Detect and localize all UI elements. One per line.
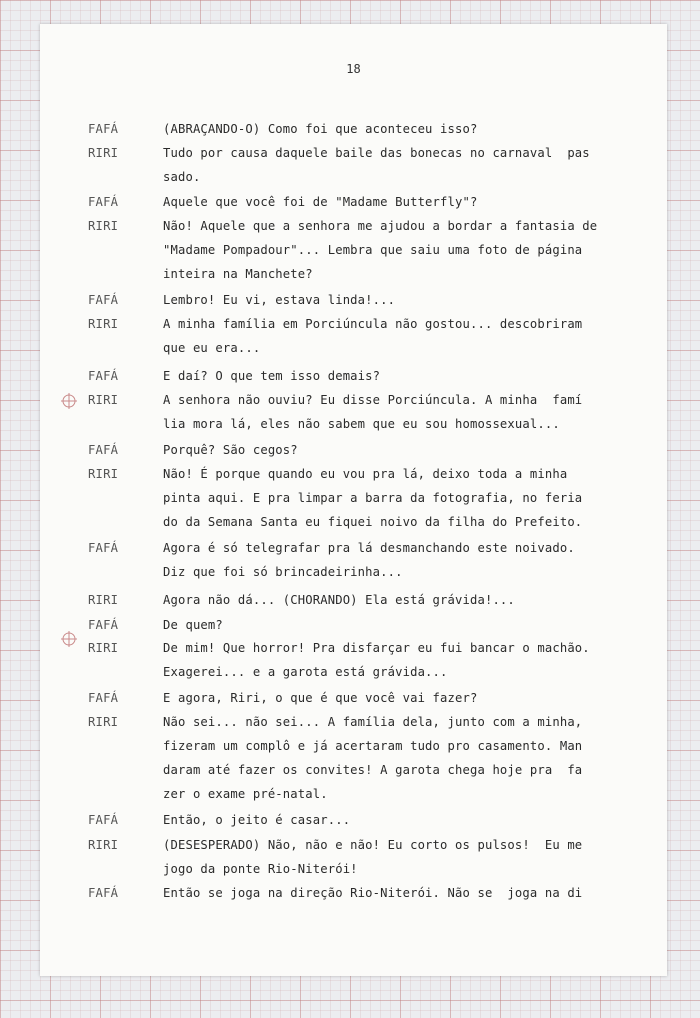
dialogue-line — [40, 440, 667, 460]
dialogue-line — [40, 712, 667, 732]
dialogue-text: daram até fazer os convites! A garota chega hoje pra fa — [163, 763, 583, 777]
dialogue-text: Tudo por causa daquele baile das bonecas no carnaval pas — [163, 146, 590, 160]
dialogue-line — [40, 562, 667, 582]
registration-mark-icon — [60, 630, 78, 648]
registration-mark-icon — [60, 392, 78, 410]
dialogue-text: sado. — [163, 170, 201, 184]
dialogue-text: lia mora lá, eles não sabem que eu sou homossexual... — [163, 417, 560, 431]
dialogue-line — [40, 464, 667, 484]
dialogue-text: do da Semana Santa eu fiquei noivo da filha do Prefeito. — [163, 515, 583, 529]
dialogue-line — [40, 736, 667, 756]
script-page — [40, 24, 667, 976]
speaker-name: RIRI — [88, 146, 119, 160]
dialogue-line — [40, 488, 667, 508]
dialogue-text: pinta aqui. E pra limpar a barra da fotografia, no feria — [163, 491, 583, 505]
dialogue-text: Aquele que você foi de "Madame Butterfly"? — [163, 195, 478, 209]
dialogue-text: zer o exame pré-natal. — [163, 787, 328, 801]
dialogue-text: (ABRAÇANDO-O) Como foi que aconteceu isso? — [163, 122, 478, 136]
dialogue-text: Então, o jeito é casar... — [163, 813, 351, 827]
dialogue-text: "Madame Pompadour"... Lembra que saiu uma foto de página — [163, 243, 583, 257]
dialogue-line — [40, 760, 667, 780]
dialogue-text: E agora, Riri, o que é que você vai fazer? — [163, 691, 478, 705]
speaker-name: RIRI — [88, 715, 119, 729]
dialogue-text: Então se joga na direção Rio-Niterói. Não se joga na di — [163, 886, 583, 900]
dialogue-line — [40, 638, 667, 658]
page-number: 18 — [346, 62, 361, 76]
speaker-name: RIRI — [88, 593, 119, 607]
speaker-name: RIRI — [88, 467, 119, 481]
speaker-name: FAFÁ — [88, 691, 119, 705]
dialogue-line — [40, 835, 667, 855]
dialogue-text: que eu era... — [163, 341, 261, 355]
dialogue-text: Diz que foi só brincadeirinha... — [163, 565, 403, 579]
speaker-name: FAFÁ — [88, 618, 119, 632]
dialogue-text: De quem? — [163, 618, 223, 632]
dialogue-line — [40, 688, 667, 708]
speaker-name: RIRI — [88, 641, 119, 655]
dialogue-text: E daí? O que tem isso demais? — [163, 369, 381, 383]
dialogue-line — [40, 390, 667, 410]
dialogue-line — [40, 119, 667, 139]
dialogue-line — [40, 538, 667, 558]
speaker-name: RIRI — [88, 317, 119, 331]
dialogue-text: inteira na Manchete? — [163, 267, 313, 281]
speaker-name: RIRI — [88, 838, 119, 852]
dialogue-line — [40, 240, 667, 260]
dialogue-text: fizeram um complô e já acertaram tudo pro casamento. Man — [163, 739, 583, 753]
speaker-name: FAFÁ — [88, 813, 119, 827]
dialogue-line — [40, 859, 667, 879]
dialogue-text: Agora é só telegrafar pra lá desmanchando este noivado. — [163, 541, 575, 555]
dialogue-line — [40, 414, 667, 434]
dialogue-text: Lembro! Eu vi, estava linda!... — [163, 293, 396, 307]
speaker-name: FAFÁ — [88, 122, 119, 136]
dialogue-line — [40, 290, 667, 310]
dialogue-line — [40, 264, 667, 284]
dialogue-line — [40, 883, 667, 903]
dialogue-text: jogo da ponte Rio-Niterói! — [163, 862, 358, 876]
dialogue-line — [40, 512, 667, 532]
dialogue-text: Não! É porque quando eu vou pra lá, deixo toda a minha — [163, 467, 568, 481]
speaker-name: FAFÁ — [88, 443, 119, 457]
dialogue-line — [40, 167, 667, 187]
speaker-name: FAFÁ — [88, 195, 119, 209]
dialogue-text: Não sei... não sei... A família dela, junto com a minha, — [163, 715, 583, 729]
dialogue-text: A minha família em Porciúncula não gostou... descobriram — [163, 317, 583, 331]
dialogue-line — [40, 590, 667, 610]
dialogue-text: Porquê? São cegos? — [163, 443, 298, 457]
dialogue-line — [40, 810, 667, 830]
dialogue-text: De mim! Que horror! Pra disfarçar eu fui bancar o machão. — [163, 641, 590, 655]
speaker-name: FAFÁ — [88, 293, 119, 307]
dialogue-text: Agora não dá... (CHORANDO) Ela está grávida!... — [163, 593, 515, 607]
speaker-name: RIRI — [88, 219, 119, 233]
dialogue-line — [40, 143, 667, 163]
dialogue-line — [40, 366, 667, 386]
speaker-name: FAFÁ — [88, 886, 119, 900]
dialogue-line — [40, 192, 667, 212]
speaker-name: RIRI — [88, 393, 119, 407]
dialogue-text: Exagerei... e a garota está grávida... — [163, 665, 448, 679]
dialogue-text: A senhora não ouviu? Eu disse Porciúncula. A minha famí — [163, 393, 583, 407]
dialogue-text: Não! Aquele que a senhora me ajudou a bordar a fantasia de — [163, 219, 598, 233]
dialogue-line — [40, 784, 667, 804]
dialogue-line — [40, 338, 667, 358]
dialogue-line — [40, 615, 667, 635]
speaker-name: FAFÁ — [88, 541, 119, 555]
dialogue-line — [40, 662, 667, 682]
speaker-name: FAFÁ — [88, 369, 119, 383]
dialogue-line — [40, 216, 667, 236]
dialogue-line — [40, 314, 667, 334]
dialogue-text: (DESESPERADO) Não, não e não! Eu corto os pulsos! Eu me — [163, 838, 583, 852]
